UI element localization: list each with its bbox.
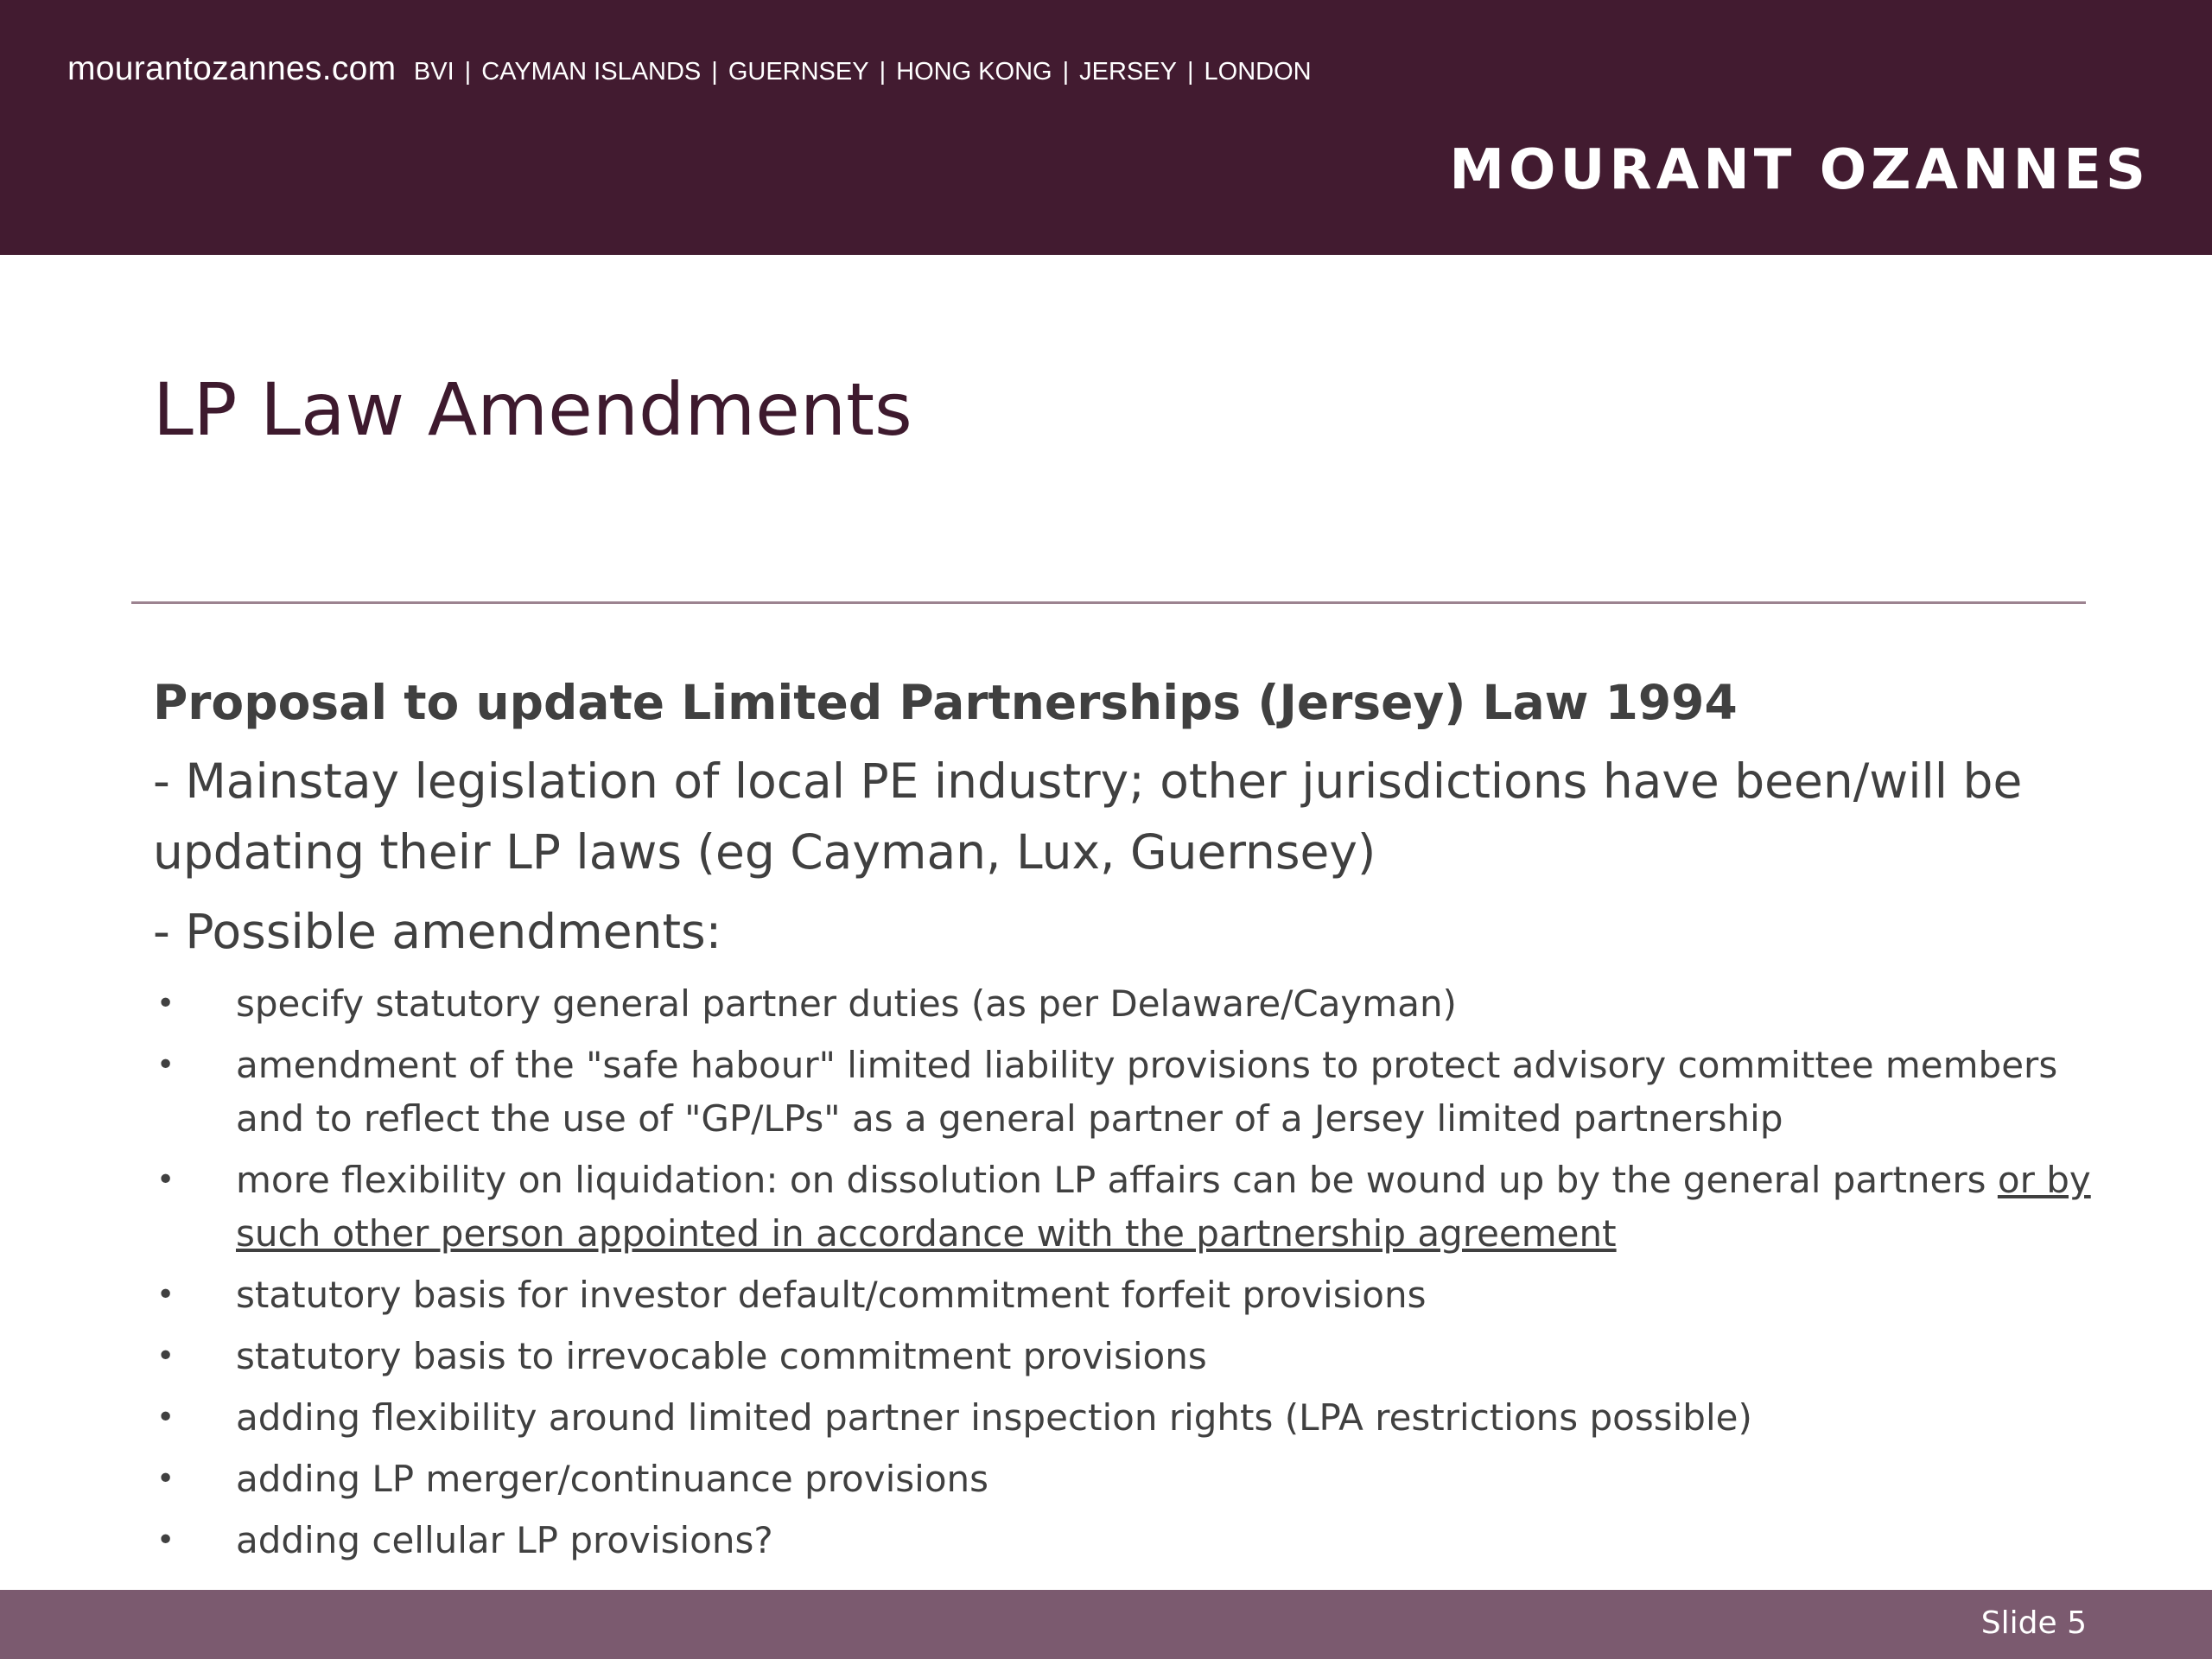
slide-number: Slide 5 [1980,1605,2087,1641]
jurisdiction-separator: | [1186,58,1194,86]
jurisdiction-separator: | [711,58,718,86]
site-line [67,50,1312,88]
brand-logo: MOURANT OZANNES [1449,138,2150,202]
jurisdiction-list [414,58,1312,86]
list-item-text: statutory basis for investor default/commitment forfeit provisions [236,1274,1427,1316]
list-item-text: more flexibility on liquidation: on dissolution LP affairs can be wound up by the general partners [236,1159,1998,1201]
title-divider [131,601,2086,604]
list-item-text: adding cellular LP provisions? [236,1519,773,1561]
jurisdiction-jersey: JERSEY [1079,58,1177,86]
list-item [153,1268,2114,1322]
list-item-text: adding flexibility around limited partner inspection rights (LPA restrictions possible) [236,1396,1752,1439]
bullet-icon: • [156,1162,175,1198]
site-url: mourantozannes.com [67,50,397,87]
list-item [153,1039,2114,1146]
jurisdiction-london: LONDON [1204,58,1312,86]
list-item-text: statutory basis to irrevocable commitment provisions [236,1335,1207,1377]
jurisdiction-hong-kong: HONG KONG [896,58,1052,86]
bullet-icon: • [156,986,175,1021]
bullet-icon: • [156,1338,175,1374]
bullet-icon: • [156,1461,175,1497]
bullet-icon: • [156,1400,175,1435]
header-band [0,0,2212,255]
jurisdiction-bvi: BVI [413,58,454,86]
list-item-underlined-text: or by such other person appointed in accordance with the partnership agreement [236,1159,2091,1255]
jurisdiction-separator: | [879,58,887,86]
list-item [153,977,2114,1031]
list-item [153,1154,2114,1261]
list-item [153,1330,2114,1383]
content-heading: Proposal to update Limited Partnerships (Jersey) Law 1994 [153,675,1738,730]
jurisdiction-separator: | [464,58,472,86]
list-item [153,1391,2114,1445]
jurisdiction-cayman: CAYMAN ISLANDS [481,58,702,86]
bullet-icon: • [156,1047,175,1083]
slide-content [153,670,2114,1575]
bullet-icon: • [156,1277,175,1313]
jurisdiction-separator: | [1062,58,1070,86]
list-item [153,1514,2114,1567]
bullet-icon: • [156,1522,175,1558]
intro-paragraph: - Mainstay legislation of local PE industry; other jurisdictions have been/will be updating their LP laws (eg Cayman, Lux, Guernsey) [153,753,2023,880]
list-item-text: adding LP merger/continuance provisions [236,1458,989,1500]
list-item-text: amendment of the "safe habour" limited liability provisions to protect advisory committee members and to reflect the use of "GP/LPs" as a general partner of a Jersey limited partnership [236,1044,2058,1140]
footer-band [0,1590,2212,1659]
slide-title: LP Law Amendments [153,367,912,452]
amendments-subheading: - Possible amendments: [153,904,722,959]
jurisdiction-guernsey: GUERNSEY [728,58,869,86]
list-item-text: specify statutory general partner duties (as per Delaware/Cayman) [236,982,1457,1025]
amendments-list [153,977,2114,1567]
list-item [153,1452,2114,1506]
